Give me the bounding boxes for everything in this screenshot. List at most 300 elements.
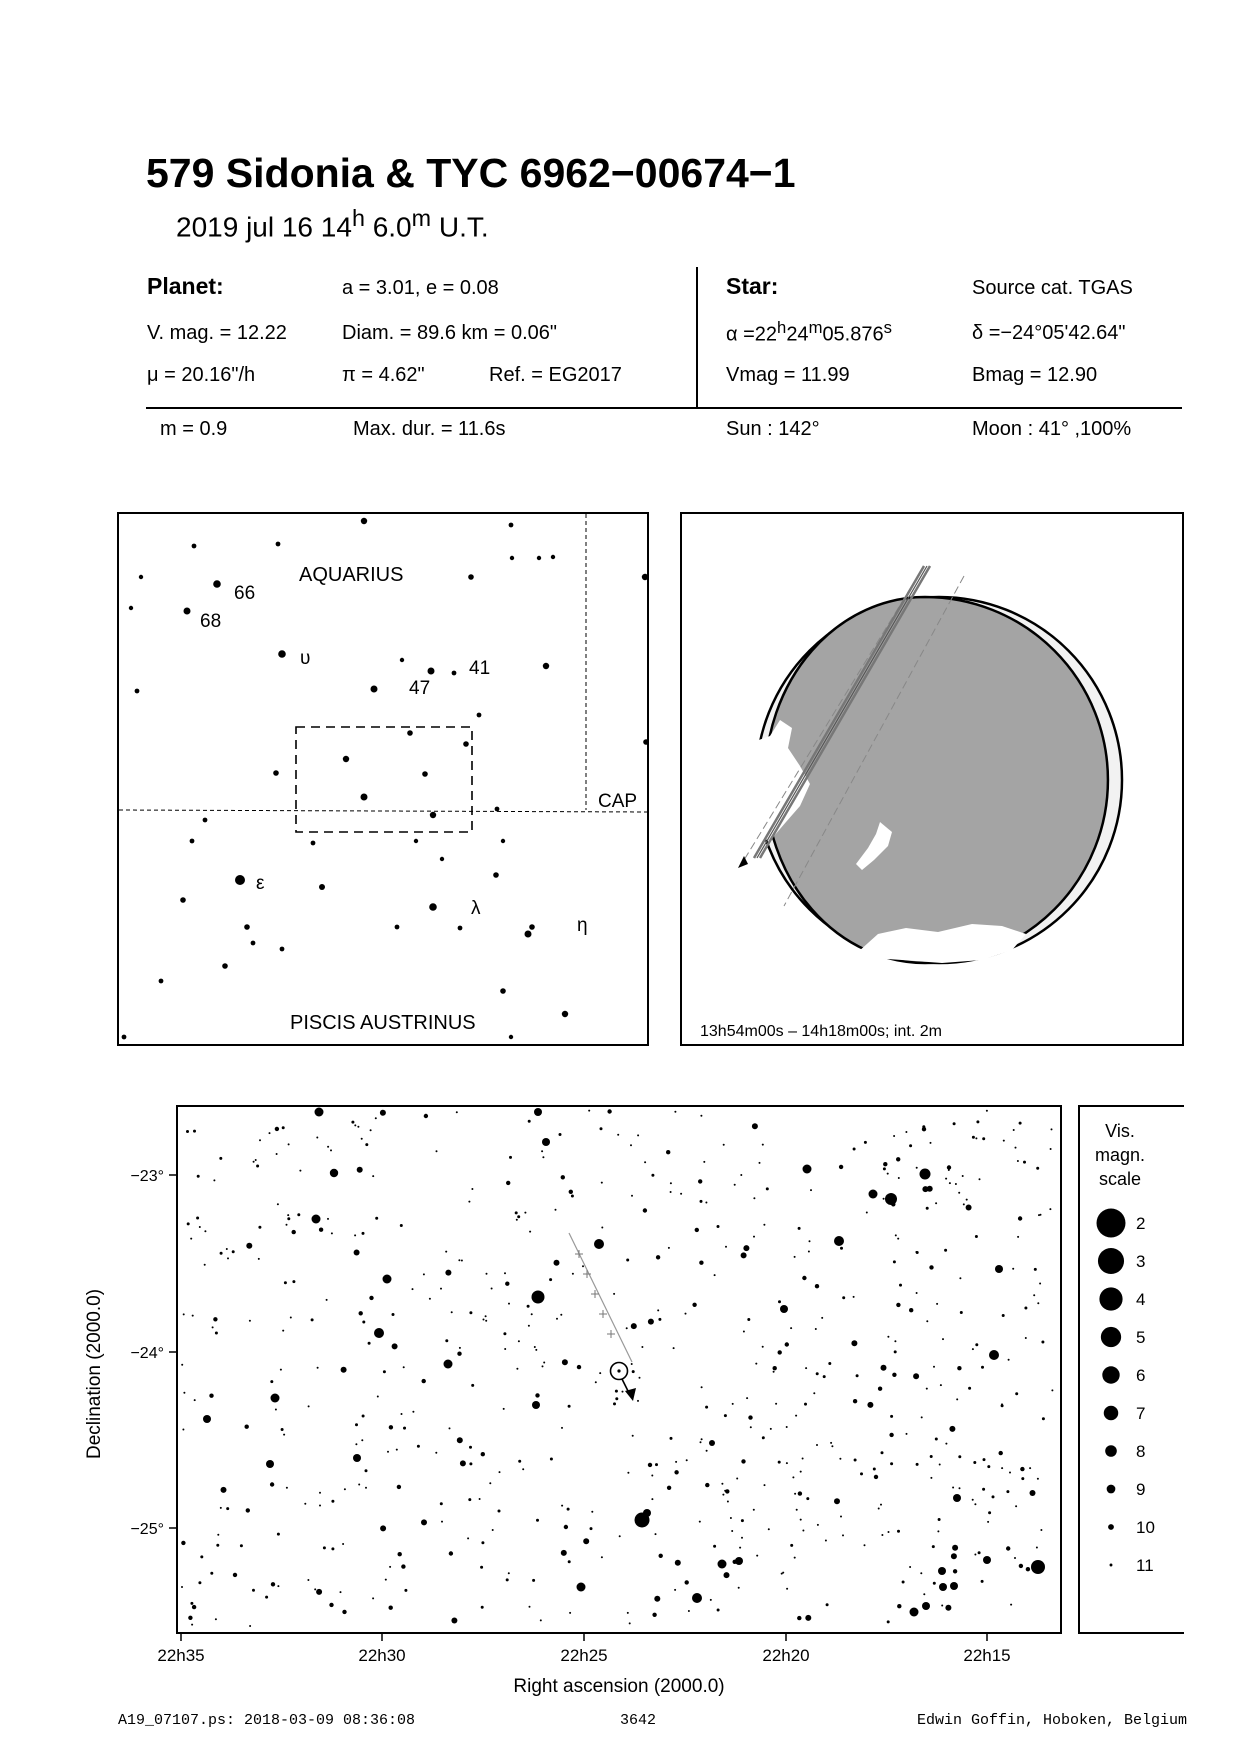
- chart-star: [932, 1545, 935, 1548]
- chart-star: [895, 1234, 897, 1236]
- chart-star: [700, 1441, 702, 1443]
- y-tick-label: −24°: [130, 1345, 164, 1362]
- chart-star: [469, 1311, 472, 1314]
- chart-star-bright: [885, 1193, 897, 1205]
- chart-star: [705, 1483, 709, 1487]
- chart-star: [498, 1510, 501, 1513]
- chart-star: [253, 1161, 255, 1163]
- target-star: [617, 1369, 620, 1372]
- chart-star: [670, 1437, 673, 1440]
- finder-star: [458, 926, 463, 931]
- chart-star-bright: [803, 1165, 812, 1174]
- chart-star: [797, 1616, 801, 1620]
- chart-star: [831, 1445, 833, 1447]
- chart-star: [999, 1451, 1003, 1455]
- chart-star: [357, 1126, 359, 1128]
- chart-star: [648, 1463, 652, 1467]
- finder-star: [525, 931, 532, 938]
- chart-star: [282, 1330, 284, 1332]
- chart-star-bright: [938, 1567, 946, 1575]
- chart-star: [1025, 1337, 1027, 1339]
- chart-star: [233, 1573, 237, 1577]
- chart-star: [825, 1540, 827, 1542]
- chart-star: [902, 1581, 905, 1584]
- chart-star: [805, 1615, 811, 1621]
- chart-star-bright: [383, 1275, 392, 1284]
- chart-star: [853, 1296, 855, 1298]
- new-guinea-shape: [740, 712, 762, 728]
- chart-star: [952, 1545, 958, 1551]
- chart-star: [717, 1225, 720, 1228]
- chart-star: [703, 1161, 705, 1163]
- legend-title-line: magn.: [1094, 1145, 1146, 1165]
- chart-star: [372, 1597, 374, 1599]
- chart-star: [445, 1251, 447, 1253]
- chart-star: [311, 1318, 314, 1321]
- chart-star: [607, 1109, 611, 1113]
- legend-magnitude-label: 2: [1136, 1214, 1146, 1233]
- chart-star: [786, 1462, 788, 1464]
- chart-star: [377, 1396, 379, 1398]
- chart-star: [556, 1318, 558, 1320]
- chart-star: [972, 1348, 974, 1350]
- chart-star: [937, 1530, 939, 1532]
- chart-star: [1037, 1302, 1039, 1304]
- chart-star: [842, 1534, 844, 1536]
- chart-star: [785, 1342, 789, 1346]
- chart-star: [187, 1222, 190, 1225]
- chart-star: [192, 1605, 196, 1609]
- chart-star: [668, 1247, 670, 1249]
- chart-star: [759, 1162, 761, 1164]
- chart-star: [659, 1554, 663, 1558]
- chart-star: [983, 1458, 986, 1461]
- chart-star: [878, 1508, 880, 1510]
- star-label-epsilon: ε: [256, 873, 265, 894]
- finder-star: [129, 606, 133, 610]
- chart-star: [899, 1284, 902, 1287]
- chart-star: [561, 1550, 567, 1556]
- chart-star: [601, 1227, 603, 1229]
- chart-star: [930, 1142, 932, 1144]
- chart-star: [945, 1443, 947, 1445]
- chart-star: [641, 1346, 643, 1348]
- chart-star: [957, 1366, 961, 1370]
- chart-star: [375, 1217, 378, 1220]
- chart-star: [284, 1281, 287, 1284]
- star-label-lambda: λ: [471, 898, 481, 919]
- legend-title-line: scale: [1098, 1169, 1142, 1189]
- chart-star: [892, 1373, 896, 1377]
- chart-star: [516, 1219, 518, 1221]
- chart-star: [731, 1530, 733, 1532]
- legend-magnitude-dot: [1104, 1406, 1119, 1421]
- chart-star: [436, 1150, 438, 1152]
- chart-star: [292, 1280, 295, 1283]
- chart-star: [319, 1228, 323, 1232]
- legend-magnitude-dot: [1099, 1287, 1122, 1310]
- chart-star: [528, 1120, 531, 1123]
- chart-star: [485, 1315, 487, 1317]
- chart-star: [554, 1260, 560, 1266]
- chart-star: [221, 1487, 227, 1493]
- chart-star: [186, 1130, 189, 1133]
- chart-star: [826, 1603, 829, 1606]
- chart-star: [181, 1364, 183, 1366]
- chart-star: [701, 1438, 703, 1440]
- chart-star: [639, 1377, 641, 1379]
- chart-star: [392, 1313, 395, 1316]
- chart-star: [622, 1391, 624, 1393]
- chart-star: [1030, 1490, 1036, 1496]
- chart-star: [219, 1157, 222, 1160]
- chart-star: [1037, 1478, 1039, 1480]
- chart-star: [637, 1400, 639, 1402]
- chart-star: [220, 1252, 223, 1255]
- chart-star: [973, 1461, 976, 1464]
- chart-star: [1009, 1472, 1011, 1474]
- chart-star: [781, 1573, 783, 1575]
- chart-star: [417, 1445, 420, 1448]
- chart-star: [810, 1189, 812, 1191]
- chart-star: [288, 1143, 290, 1145]
- chart-field-box: [296, 727, 472, 832]
- chart-star: [839, 1165, 843, 1169]
- chart-star: [595, 1381, 597, 1383]
- chart-star-bright: [869, 1190, 878, 1199]
- chart-star: [342, 1610, 346, 1614]
- chart-star: [307, 1579, 309, 1581]
- chart-star: [1021, 1477, 1024, 1480]
- chart-star: [930, 1455, 933, 1458]
- chart-star: [675, 1560, 681, 1566]
- planet-ref: Ref. = EG2017: [489, 364, 622, 386]
- chart-star: [898, 1177, 900, 1179]
- chart-star: [564, 1525, 568, 1529]
- chart-star: [197, 1175, 200, 1178]
- globe-panel: [680, 512, 1184, 1046]
- constellation-label-bottom: PISCIS AUSTRINUS: [290, 1012, 476, 1034]
- chart-star: [216, 1544, 219, 1547]
- chart-star: [489, 1482, 491, 1484]
- chart-star: [962, 1175, 964, 1177]
- chart-star: [893, 1260, 896, 1263]
- legend-magnitude-label: 7: [1136, 1404, 1146, 1423]
- chart-star: [275, 1409, 277, 1411]
- chart-star: [727, 1501, 729, 1503]
- chart-star-bright: [922, 1602, 930, 1610]
- chart-star: [599, 1372, 601, 1374]
- time-h: h: [351, 205, 365, 231]
- chart-star: [398, 1552, 402, 1556]
- chart-star: [860, 1472, 863, 1475]
- chart-star: [354, 1250, 360, 1256]
- chart-star: [528, 1325, 530, 1327]
- star-delta: δ =−24°05'42.64": [972, 322, 1126, 344]
- chart-star: [380, 1525, 386, 1531]
- chart-star: [198, 1581, 201, 1584]
- y-axis-label: Declination (2000.0): [84, 1288, 105, 1460]
- chart-star: [802, 1458, 804, 1460]
- chart-star: [631, 1323, 637, 1329]
- chart-star: [746, 1397, 748, 1399]
- chart-star: [680, 1193, 682, 1195]
- chart-star: [468, 1498, 471, 1501]
- chart-star: [362, 1415, 365, 1418]
- chart-star: [383, 1370, 386, 1373]
- chart-star: [741, 1252, 747, 1258]
- chart-star: [655, 1533, 657, 1535]
- chart-star: [196, 1217, 199, 1220]
- chart-star: [562, 1359, 568, 1365]
- chart-star: [695, 1228, 699, 1232]
- chart-star: [921, 1416, 923, 1418]
- chart-star: [732, 1403, 734, 1405]
- chart-star: [798, 1227, 801, 1230]
- finder-star: [463, 741, 469, 747]
- chart-star: [308, 1405, 310, 1407]
- chart-star: [763, 1224, 765, 1226]
- chart-star: [906, 1433, 908, 1435]
- chart-star: [796, 1509, 798, 1511]
- chart-star: [341, 1367, 347, 1373]
- chart-star: [213, 1179, 215, 1181]
- chart-star: [897, 1604, 901, 1608]
- chart-star: [1041, 1341, 1044, 1344]
- chart-star: [275, 1127, 279, 1131]
- chart-star: [506, 1181, 510, 1185]
- chart-star: [389, 1606, 393, 1610]
- chart-star: [666, 1150, 670, 1154]
- chart-star: [667, 1486, 671, 1490]
- chart-star: [864, 1141, 867, 1144]
- chart-star: [1015, 1392, 1018, 1395]
- chart-star: [506, 1578, 509, 1581]
- chart-star: [215, 1332, 218, 1335]
- alpha-s: s: [883, 318, 892, 337]
- chart-star: [944, 1249, 947, 1252]
- x-tick-label: 22h35: [157, 1646, 205, 1665]
- chart-star: [856, 1374, 859, 1377]
- chart-star-bright: [266, 1460, 274, 1468]
- chart-star: [582, 1265, 584, 1267]
- chart-star: [808, 1251, 810, 1253]
- alpha-m: m: [808, 318, 823, 337]
- planet-m: m = 0.9: [160, 418, 228, 440]
- legend-magnitude-label: 3: [1136, 1252, 1146, 1271]
- finder-star: [159, 979, 164, 984]
- chart-star: [183, 1313, 185, 1315]
- chart-star: [753, 1197, 755, 1199]
- chart-star: [674, 1589, 676, 1591]
- finder-star: [407, 730, 413, 736]
- chart-star: [492, 1529, 494, 1531]
- chart-star: [834, 1498, 840, 1504]
- finder-star: [500, 988, 506, 994]
- chart-star: [359, 1311, 363, 1315]
- chart-star: [401, 1564, 405, 1568]
- chart-star: [798, 1491, 802, 1495]
- chart-star-bright: [920, 1169, 931, 1180]
- chart-star: [491, 1288, 493, 1290]
- chart-star-bright: [735, 1557, 743, 1565]
- chart-star: [536, 1519, 539, 1522]
- chart-star: [840, 1516, 842, 1518]
- chart-star: [890, 1462, 893, 1465]
- chart-star: [199, 1226, 201, 1228]
- chart-star: [181, 1586, 183, 1588]
- y-tick-label: −23°: [130, 1168, 164, 1185]
- finder-star: [440, 857, 444, 861]
- finder-star: [213, 580, 221, 588]
- star-label-eta: η: [577, 915, 588, 936]
- star-alpha: [726, 318, 892, 347]
- chart-star-bright: [444, 1360, 453, 1369]
- chart-star: [828, 1362, 831, 1365]
- chart-star: [821, 1317, 823, 1319]
- chart-star: [400, 1224, 403, 1227]
- chart-star-bright: [910, 1608, 919, 1617]
- chart-star: [591, 1511, 593, 1513]
- chart-star: [851, 1340, 857, 1346]
- chart-star: [258, 1258, 260, 1260]
- chart-star: [483, 1319, 485, 1321]
- chart-star: [505, 1282, 509, 1286]
- chart-star: [1051, 1389, 1053, 1391]
- finder-star: [468, 574, 474, 580]
- alpha-mid: 24: [786, 323, 809, 346]
- chart-star: [331, 1547, 334, 1550]
- chart-star: [212, 1326, 214, 1328]
- chart-star: [709, 1440, 715, 1446]
- chart-star: [685, 1313, 687, 1315]
- finder-star: [319, 884, 325, 890]
- boundary-label-cap: CAP: [598, 791, 638, 812]
- chart-star: [1020, 1467, 1024, 1471]
- finder-star: [361, 794, 368, 801]
- chart-star: [1026, 1567, 1030, 1571]
- chart-star: [615, 1390, 618, 1393]
- chart-star: [517, 1215, 520, 1218]
- chart-star: [613, 1293, 615, 1295]
- chart-star: [457, 1437, 463, 1443]
- chart-star: [423, 1273, 425, 1275]
- chart-star: [269, 1132, 271, 1134]
- chart-star: [277, 1203, 279, 1205]
- chart-star: [1036, 1167, 1039, 1170]
- star-label-66: 66: [234, 583, 256, 604]
- finder-star: [430, 812, 436, 818]
- chart-star: [670, 1191, 672, 1193]
- chart-star: [972, 1499, 974, 1501]
- chart-star: [878, 1387, 882, 1391]
- chart-star: [326, 1299, 328, 1301]
- chart-star: [1002, 1314, 1005, 1317]
- chart-star: [706, 1450, 708, 1452]
- legend-magnitude-dot: [1105, 1445, 1117, 1457]
- chart-star: [762, 1144, 764, 1146]
- chart-star: [648, 1319, 654, 1325]
- finder-star: [278, 650, 286, 658]
- chart-star: [277, 1533, 280, 1536]
- path-direction-arrow: [738, 856, 748, 868]
- finder-star: [428, 668, 435, 675]
- chart-star: [461, 1260, 463, 1262]
- chart-star-bright: [953, 1494, 961, 1502]
- chart-star: [802, 1276, 806, 1280]
- finder-star: [509, 1035, 513, 1039]
- chart-star: [896, 1303, 900, 1307]
- chart-star: [542, 1156, 544, 1158]
- chart-star: [351, 1121, 354, 1124]
- chart-star: [790, 1544, 793, 1547]
- chart-star: [654, 1596, 660, 1602]
- chart-star: [516, 1368, 518, 1370]
- chart-star: [686, 1459, 688, 1461]
- chart-star: [630, 1144, 632, 1146]
- chart-star: [522, 1468, 524, 1470]
- chart-star: [626, 1327, 628, 1329]
- chart-star: [543, 1362, 545, 1364]
- chart-star: [256, 1165, 259, 1168]
- chart-star: [481, 1452, 485, 1456]
- chart-star: [1042, 1417, 1045, 1420]
- finder-star: [192, 544, 197, 549]
- chart-star: [232, 1250, 235, 1253]
- chart-star: [549, 1278, 552, 1281]
- chart-star: [673, 1347, 675, 1349]
- chart-star-bright: [312, 1215, 321, 1224]
- chart-star: [958, 1455, 961, 1458]
- finder-star: [190, 839, 195, 844]
- finder-star: [273, 770, 279, 776]
- chart-star: [930, 1477, 932, 1479]
- chart-star-bright: [939, 1583, 947, 1591]
- chart-star: [471, 1384, 474, 1387]
- chart-star: [194, 1399, 196, 1401]
- chart-star: [385, 1579, 387, 1581]
- chart-star: [319, 1492, 321, 1494]
- chart-star: [920, 1572, 922, 1574]
- chart-star: [725, 1489, 729, 1493]
- chart-star: [764, 1484, 766, 1486]
- chart-star: [692, 1303, 696, 1307]
- finder-chart: [117, 512, 649, 1046]
- chart-star: [881, 1534, 883, 1536]
- chart-star: [979, 1178, 981, 1180]
- chart-star: [975, 1137, 977, 1139]
- chart-star: [246, 1508, 250, 1512]
- chart-star: [778, 1461, 781, 1464]
- legend-magnitude-label: 9: [1136, 1480, 1146, 1499]
- finder-star: [452, 671, 457, 676]
- chart-star: [627, 1472, 629, 1474]
- x-tick-label: 22h15: [963, 1646, 1011, 1665]
- finder-star: [551, 555, 555, 559]
- chart-star: [626, 1259, 629, 1262]
- legend-magnitude-label: 11: [1136, 1556, 1154, 1575]
- chart-star: [227, 1257, 229, 1259]
- chart-star: [469, 1446, 472, 1449]
- chart-star: [698, 1179, 702, 1183]
- chart-star: [916, 1463, 919, 1466]
- chart-star: [588, 1110, 590, 1112]
- chart-star: [590, 1527, 593, 1530]
- chart-star: [518, 1340, 520, 1342]
- chart-star: [271, 1582, 275, 1586]
- finder-star: [400, 658, 404, 662]
- chart-star-bright: [989, 1350, 999, 1360]
